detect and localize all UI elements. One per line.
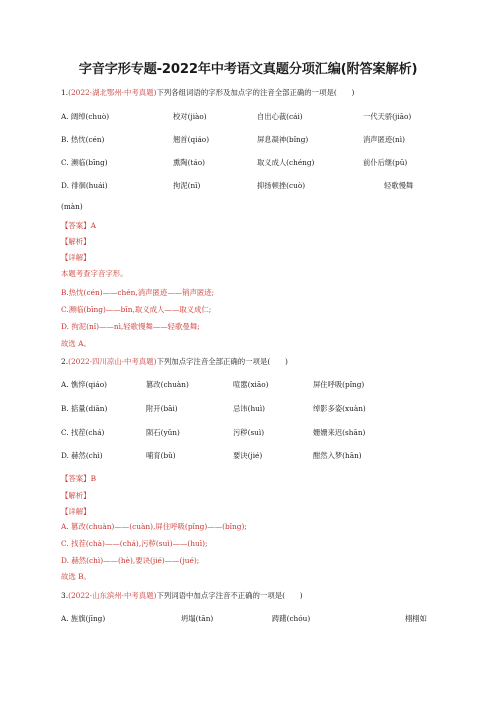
option-d-2: 哺育(bǔ) <box>146 451 176 460</box>
option-c-2: 陨石(yǔn) <box>146 428 180 437</box>
option-c-3: 取义成人(chéng) <box>257 158 315 167</box>
question-number: 3. <box>61 591 69 600</box>
explanation-line: D. 拘泥(nǐ)——nì,轻歌慢舞——轻歌曼舞; <box>61 322 200 331</box>
option-d-1: D. 徘徊(huái) <box>61 181 108 190</box>
option-a-1: A. 憔悴(qiáo) <box>61 380 107 389</box>
option-d-2: 拘泥(nǐ) <box>173 181 201 190</box>
explanation-line: 本题考查字音字形。 <box>61 269 128 278</box>
question-source: (2022·四川凉山·中考真题) <box>68 357 157 366</box>
explanation-line: A. 篡改(chuàn)——(cuàn),屏住呼吸(pǐng)——(bǐng); <box>61 522 247 531</box>
option-d-3: 抑扬顿挫(cuò) <box>257 181 306 190</box>
question-source: (2022·湖北鄂州·中考真题) <box>68 88 157 97</box>
option-a-2: 坍塌(tān) <box>181 614 214 623</box>
option-b-1: B. 掂量(diān) <box>61 404 108 413</box>
question-3-stem <box>61 591 303 601</box>
option-d-4: 酣然入梦(hān) <box>313 451 362 460</box>
option-c-4: 姗姗来迟(shān) <box>313 428 366 437</box>
option-a-4: 一代天骄(jiāo) <box>363 112 412 121</box>
answer-label: 【答案】B <box>61 474 96 483</box>
analysis-label: 【解析】 <box>61 237 91 246</box>
option-c-3: 污秽(suì) <box>233 428 265 437</box>
option-b-4: 绰影多姿(xuàn) <box>313 404 366 413</box>
option-b-3: 屏息凝神(bǐng) <box>257 135 309 144</box>
question-text: 下列词语中加点字注音不正确的一项是( ) <box>156 591 303 600</box>
detail-label: 【详解】 <box>61 253 91 262</box>
answer-label: 【答案】A <box>61 221 96 230</box>
option-a-3: 喧嚣(xiāo) <box>233 380 269 389</box>
analysis-label: 【解析】 <box>61 491 91 500</box>
explanation-line: B.热忱(cén)——chén,消声匿迹——销声匿迹; <box>61 288 215 297</box>
explanation-line: C.濒临(bīng)——bīn,取义成人——取义成仁; <box>61 305 212 314</box>
option-a-1: A. 旌旗(jīng) <box>61 614 106 623</box>
question-text: 下列各组词语的字形及加点字的注音全部正确的一项是( ) <box>156 88 355 97</box>
option-a-1: A. 阔绰(chuò) <box>61 112 110 121</box>
option-a-2: 校对(jiào) <box>173 112 207 121</box>
explanation-line: D. 赫然(chì)——(hè),要诀(jié)——(jué); <box>61 556 200 565</box>
question-text: 下列加点字注音全部正确的一项是( ) <box>156 357 288 366</box>
question-number: 2. <box>61 357 69 366</box>
option-d-4-wrap: (màn) <box>61 202 83 211</box>
detail-label: 【详解】 <box>61 507 91 516</box>
page-title: 字音字形专题-2022年中考语文真题分项汇编(附答案解析) <box>78 62 418 77</box>
option-d-1: D. 赫然(chì) <box>61 451 103 460</box>
option-b-2: 附开(bāi) <box>146 404 178 413</box>
option-c-2: 熏陶(táo) <box>173 158 205 167</box>
option-a-4: 屏住呼吸(pǐng) <box>313 380 365 389</box>
explanation-line: 故选 A。 <box>61 339 91 348</box>
option-b-1: B. 热忱(cén) <box>61 135 105 144</box>
option-a-4: 栩栩如 <box>405 614 427 623</box>
option-a-3: 踌躇(chóu) <box>272 614 311 623</box>
explanation-line: 故选 B。 <box>61 572 91 581</box>
explanation-line: C. 找茬(chà)——(chá),污秽(suì)——(huì); <box>61 539 208 548</box>
option-b-3: 忌讳(huì) <box>233 404 266 413</box>
question-number: 1. <box>61 88 69 97</box>
option-c-1: C. 找茬(chá) <box>61 428 105 437</box>
option-a-2: 篡改(chuàn) <box>146 380 189 389</box>
question-source: (2022·山东滨州·中考真题) <box>68 591 157 600</box>
option-c-1: C. 濒临(bīng) <box>61 158 108 167</box>
question-2-stem <box>61 357 288 367</box>
option-c-4: 前仆后继(pū) <box>363 158 408 167</box>
question-1-stem <box>61 88 354 98</box>
option-b-2: 翘首(qiáo) <box>173 135 210 144</box>
option-d-4: 轻歌慢舞 <box>384 181 414 190</box>
option-d-3: 要诀(jié) <box>233 451 263 460</box>
option-b-4: 消声匿迹(nì) <box>363 135 405 144</box>
option-a-3: 自出心裁(cái) <box>257 112 303 121</box>
